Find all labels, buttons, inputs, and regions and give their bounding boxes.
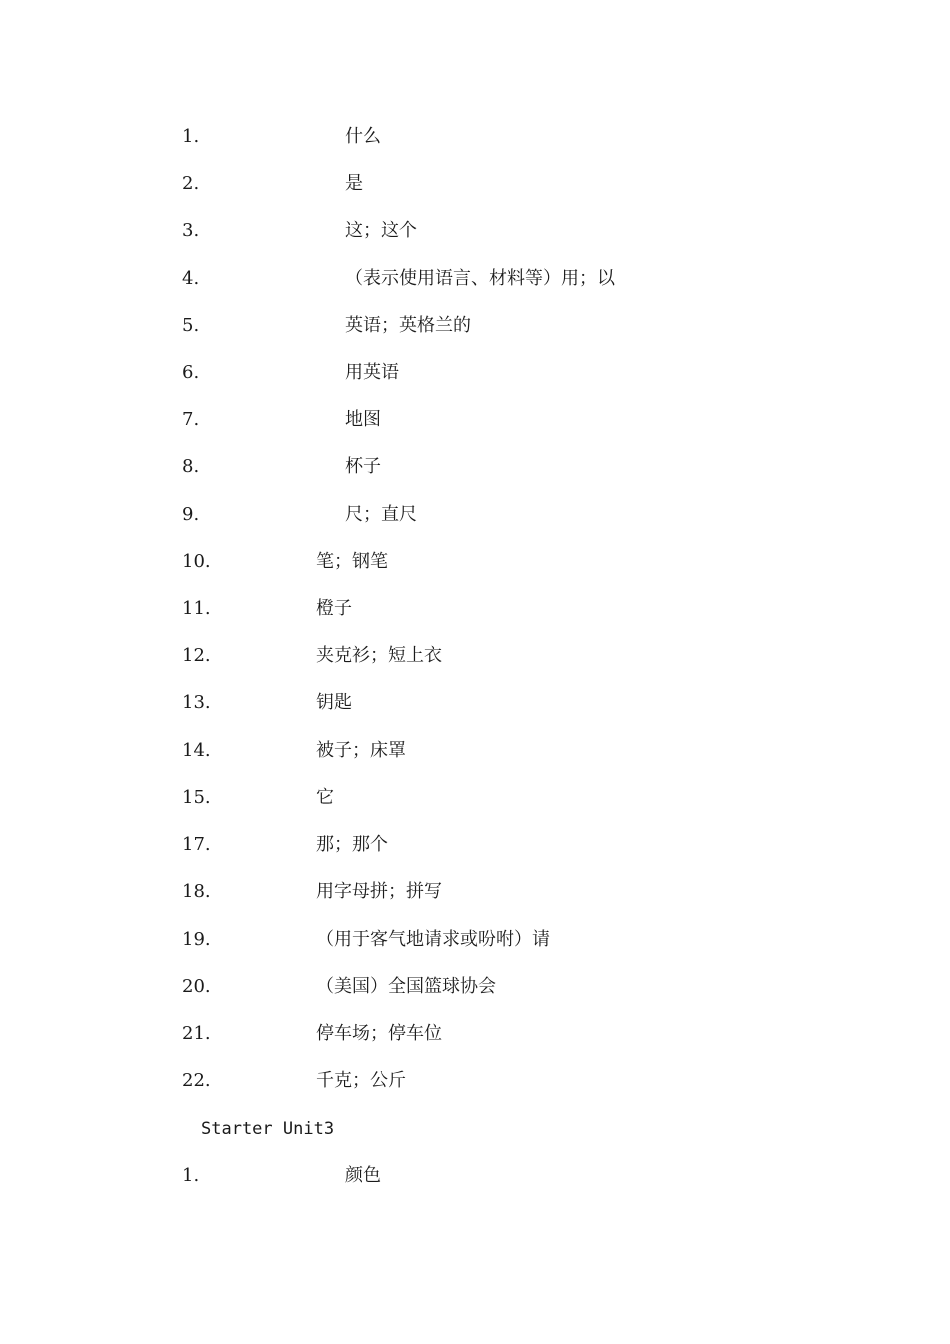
item-text: 英语；英格兰的 xyxy=(345,315,471,336)
item-number: 22. xyxy=(182,1070,211,1091)
item-number: 20. xyxy=(182,976,211,997)
item-text: 钥匙 xyxy=(316,692,352,713)
item-number: 18. xyxy=(182,881,211,902)
item-text: （美国）全国篮球协会 xyxy=(316,976,496,997)
item-text: 停车场；停车位 xyxy=(316,1023,442,1044)
item-text: 用英语 xyxy=(345,362,399,383)
item-number: 10. xyxy=(182,551,211,572)
item-number: 8. xyxy=(182,456,200,477)
item-text: 尺；直尺 xyxy=(345,504,417,525)
item-text: 橙子 xyxy=(316,598,352,619)
item-number: 11. xyxy=(182,598,211,619)
item-text: 那；那个 xyxy=(316,834,388,855)
item-number: 14. xyxy=(182,740,211,761)
item-number: 3. xyxy=(182,220,200,241)
item-number: 2. xyxy=(182,173,200,194)
item-number: 15. xyxy=(182,787,211,808)
section-heading: Starter Unit3 xyxy=(201,1119,335,1139)
item-text: 它 xyxy=(316,787,334,808)
item-number: 7. xyxy=(182,409,200,430)
item-text: 夹克衫；短上衣 xyxy=(316,645,442,666)
item-number: 17. xyxy=(182,834,211,855)
item-number: 12. xyxy=(182,645,211,666)
item-text: 杯子 xyxy=(345,456,381,477)
item-number: 1. xyxy=(182,1165,200,1186)
item-number: 6. xyxy=(182,362,200,383)
item-text: 这；这个 xyxy=(345,220,417,241)
item-text: （用于客气地请求或吩咐）请 xyxy=(316,929,550,950)
item-text: 笔；钢笔 xyxy=(316,551,388,572)
item-number: 5. xyxy=(182,315,200,336)
item-number: 13. xyxy=(182,692,211,713)
item-number: 21. xyxy=(182,1023,211,1044)
item-text: 是 xyxy=(345,173,363,194)
item-text: 地图 xyxy=(345,409,381,430)
item-text: （表示使用语言、材料等）用；以 xyxy=(345,268,615,289)
item-text: 用字母拼；拼写 xyxy=(316,881,442,902)
item-number: 19. xyxy=(182,929,211,950)
item-number: 4. xyxy=(182,268,200,289)
item-number: 9. xyxy=(182,504,200,525)
item-text: 什么 xyxy=(345,126,381,147)
item-number: 1. xyxy=(182,126,200,147)
item-text: 被子；床罩 xyxy=(316,740,406,761)
item-text: 颜色 xyxy=(345,1165,381,1186)
item-text: 千克；公斤 xyxy=(316,1070,406,1091)
